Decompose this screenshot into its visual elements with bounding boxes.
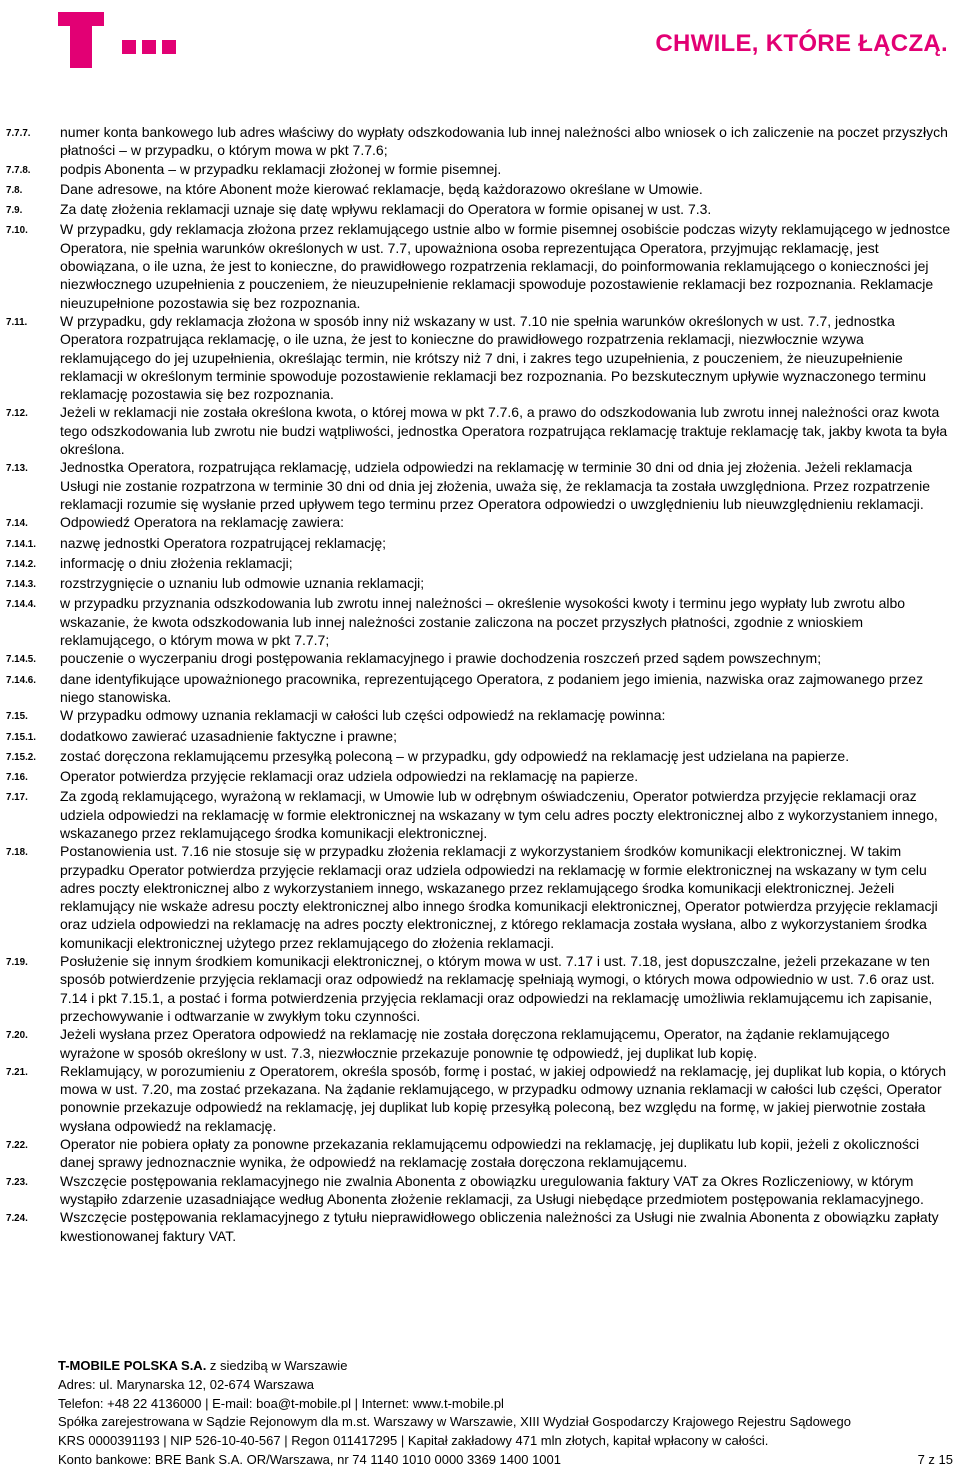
- clause-text: nazwę jednostki Operatora rozpatrującej reklamację;: [60, 534, 387, 551]
- clause-text: dane identyfikujące upoważnionego pracownika, reprezentującego Operatora, z podaniem jego imienia, nazwiska oraz zajmowanego przez niego stanowiska.: [60, 670, 924, 705]
- clause-text: dodatkowo zawierać uzasadnienie faktyczne i prawne;: [60, 727, 397, 744]
- clause-number: 7.19.: [6, 957, 28, 969]
- footer-registry: Spółka zarejestrowana w Sądzie Rejonowym dla m.st. Warszawy w Warszawie, XIII Wydział Gospodarczy Krajowego Rejestru Sądowego: [58, 1414, 851, 1430]
- clause-number: 7.18.: [6, 847, 28, 859]
- clause-item: [6, 534, 954, 554]
- footer-company-line: [58, 1357, 953, 1376]
- clause-number: 7.22.: [6, 1140, 28, 1152]
- clause-text: Jeżeli wysłana przez Operatora odpowiedź na reklamację nie została doręczona reklamującemu, Operator, na żądanie reklamującego wyrażone w sposób określony w ust. 7.3, niezwłocznie przekazuje ponownie tę odpowiedź, jej duplikat lub kopię.: [60, 1026, 890, 1061]
- clause-text: Posłużenie się innym środkiem komunikacji elektronicznej, o którym mowa w ust. 7.17 i ust. 7.18, jest dopuszczalne, jeżeli przekazane w ten sposób potwierdzenie przyjęcia reklamacji oraz odpowiedź na reklamację spełniają wymogi, o których mowa odpowiednio w ust. 7.6 oraz ust. 7.14 i pkt 7.15.1, a postać i forma potwierdzenia przyjęcia reklamacji oraz odpowiedzi na reklamację umożliwia reklamującemu ich zapisanie, przechowywanie i odtwarzanie w zwykłym toku czynności.: [60, 953, 935, 1024]
- clause-number: 7.15.1.: [6, 731, 36, 743]
- clause-number: 7.7.7.: [6, 128, 31, 139]
- clause-text: W przypadku, gdy reklamacja złożona w sposób inny niż wskazany w ust. 7.10 nie spełnia warunków określonych w ust. 7.7, jednostka Operatora rozpatrująca reklamację, o ile uzna, że jest to konieczne do prawidłowego rozpatrzenia reklamacji, niezwłocznie wzywa reklamującego do jej uzupełnienia, określając termin, nie krótszy niż 7 dni, i zakres tego uzupełnienia, z pouczeniem, że nieuzupełnienie reklamacji w określonym terminie spowoduje pozostawienie reklamacji bez rozpoznania. Po bezskutecznym upływie wyznaczonego terminu reklamację pozostawia się bez rozpoznania.: [60, 312, 927, 403]
- clause-item: [6, 513, 954, 533]
- clause-item: [6, 1025, 954, 1062]
- clause-item: [6, 670, 954, 707]
- clause-item: [6, 952, 954, 1025]
- clause-text: numer konta bankowego lub adres właściwy do wypłaty odszkodowania lub innej należności albo wniosek o ich zaliczenie na poczet przyszłych płatności – w przypadku, o którym mowa w pkt 7.7.6;: [60, 124, 948, 159]
- clause-item: [6, 220, 954, 311]
- clause-number: 7.14.3.: [6, 579, 36, 591]
- clause-item: [6, 1172, 954, 1209]
- clause-text: Wszczęcie postępowania reklamacyjnego nie zwalnia Abonenta z obowiązku uregulowania faktury VAT za Okres Rozliczeniowy, w którym wystąpiło zdarzenie uzasadniające według Abonenta złożenie reklamacji, za Usługi niebędące przedmiotem postępowania reklamacyjnego.: [60, 1172, 924, 1207]
- clause-item: [6, 403, 954, 458]
- clause-number: 7.21.: [6, 1066, 28, 1078]
- clause-item: [6, 180, 954, 200]
- logo-square-1: [122, 40, 136, 54]
- clause-number: 7.15.: [6, 711, 28, 723]
- clause-item: [6, 787, 954, 842]
- footer-address: Adres: ul. Marynarska 12, 02-674 Warszawa: [58, 1376, 315, 1392]
- clause-number: 7.23.: [6, 1176, 28, 1188]
- logo-square-2: [142, 40, 156, 54]
- clause-number: 7.12.: [6, 408, 28, 420]
- clause-number: 7.15.2.: [6, 751, 36, 763]
- clause-item: [6, 649, 954, 669]
- clause-number: 7.17.: [6, 792, 28, 804]
- clause-text: Postanowienia ust. 7.16 nie stosuje się w przypadku złożenia reklamacji z wykorzystaniem środków komunikacji elektronicznej. W takim przypadku Operator potwierdza przyjęcie reklamacji oraz udziela odpowiedzi na reklamację w formie elektronicznej na wskazany w tym celu adres poczty elektronicznej albo z wykorzystaniem innego, wskazanego przez reklamującego środka komunikacji elektronicznej. Jeżeli reklamujący nie wskaże adresu poczty elektronicznej albo innego środka komunikacji elektronicznej, Operator potwierdza przyjęcie reklamacji oraz udziela odpowiedzi na reklamację na adres poczty elektronicznej, z którego reklamacja została wysłana, albo z wykorzystaniem środka komunikacji elektronicznej użytego przez reklamującego do złożenia reklamacji.: [60, 843, 938, 951]
- logo-square-3: [162, 40, 176, 54]
- t-mobile-logo: [58, 6, 188, 66]
- clause-text: Za zgodą reklamującego, wyrażoną w reklamacji, w Umowie lub w odrębnym oświadczeniu, Operator potwierdza przyjęcie reklamacji oraz udziela odpowiedzi na reklamację w formie elektronicznej na wskazany w tym celu adres poczty elektronicznej albo z wykorzystaniem innego, wskazanego przez reklamującego środka komunikacji elektronicznej.: [60, 788, 938, 841]
- clause-item: [6, 554, 954, 574]
- footer-bank-line: [58, 1451, 953, 1470]
- clause-text: w przypadku przyznania odszkodowania lub zwrotu innej należności – określenie wysokości kwoty i terminu jego wypłaty lub zwrotu albo wskazanie, że kwota odszkodowania lub innej należności zostanie zaliczona na poczet przyszłych płatności, zgodnie z wnioskiem reklamującego, o którym mowa w pkt 7.7.7;: [60, 595, 906, 649]
- company-seat: z siedzibą w Warszawie: [206, 1358, 348, 1373]
- clause-text: Jednostka Operatora, rozpatrująca reklamację, udziela odpowiedzi na reklamację w terminie 30 dni od dnia jej złożenia. Jeżeli reklamacja Usługi nie zostanie rozpatrzona w terminie 30 dni od dnia jej złożenia, uważa się, że reklamacja ta została uwzględniona. Przez rozpatrzenie reklamacji rozumie się wysłanie przed upływem tego terminu przez Operatora odpowiedzi o uwzględnieniu lub nieuwzględnieniu reklamacji.: [60, 459, 931, 512]
- clause-number: 7.24.: [6, 1213, 28, 1225]
- clause-number: 7.8.: [6, 184, 23, 196]
- clause-text: Reklamujący, w porozumieniu z Operatorem, określa sposób, formę i postać, w jakiej odpowiedź na reklamację, jej duplikat lub kopia, o których mowa w ust. 7.20, ma zostać przekazana. Na żądanie reklamującego, w przypadku odmowy uznania reklamacji w całości lub części, Operator ponownie przekazuje odpowiedź na reklamację, jej duplikat lub kopię przesyłką poleconą, bez względu na formę, w jakiej pierwotnie została wysłana odpowiedź na reklamację.: [60, 1062, 947, 1134]
- clause-text: rozstrzygnięcie o uznaniu lub odmowie uznania reklamacji;: [60, 575, 425, 592]
- clause-item: [6, 842, 954, 952]
- clause-text: Operator potwierdza przyjęcie reklamacji oraz udziela odpowiedzi na reklamację na papierze.: [60, 768, 639, 785]
- brand-slogan: CHWILE, KTÓRE ŁĄCZĄ.: [655, 30, 948, 57]
- clause-number: 7.14.1.: [6, 538, 36, 550]
- clause-text: W przypadku, gdy reklamacja złożona przez reklamującego ustnie albo w formie pisemnej osobiście podczas wizyty reklamującego w jednostce Operatora, nie spełnia warunków określonych w ust. 7.7, upoważniona osoba reprezentująca Operatora, przyjmując reklamację, jest obowiązana, o ile uzna, że jest to konieczne, do prawidłowego rozpatrzenia reklamacji, do poinformowania reklamującego o konieczności jej niezwłocznego uzupełnienia z pouczeniem, że nieuzupełnienie reklamacji spowoduje pozostawienie reklamacji bez rozpoznania. Reklamacje nieuzupełnione pozostawia się bez rozpoznania.: [60, 221, 951, 311]
- clause-number: 7.11.: [6, 316, 28, 328]
- clause-item: [6, 1135, 954, 1172]
- clause-item: [6, 160, 954, 180]
- clause-item: [6, 767, 954, 787]
- clause-text: Operator nie pobiera opłaty za ponowne przekazania reklamującemu odpowiedzi na reklamację, jej duplikatu lub kopii, jeżeli z okoliczności danej sprawy jednoznacznie wynika, że odpowiedź na reklamację została doręczona reklamującemu.: [60, 1136, 920, 1171]
- clause-number: 7.13.: [6, 463, 28, 475]
- page-number: 7 z 15: [917, 1451, 953, 1467]
- clause-item: [6, 574, 954, 594]
- clause-text: informację o dniu złożenia reklamacji;: [60, 554, 293, 571]
- clause-number: 7.20.: [6, 1030, 28, 1042]
- clause-number: 7.14.2.: [6, 558, 36, 570]
- clause-text: Za datę złożenia reklamacji uznaje się datę wpływu reklamacji do Operatora w formie opisanej w ust. 7.3.: [60, 201, 712, 218]
- clause-text: W przypadku odmowy uznania reklamacji w całości lub części odpowiedź na reklamację powinna:: [60, 707, 666, 724]
- clause-number: 7.10.: [6, 225, 28, 237]
- footer-contact: Telefon: +48 22 4136000 | E-mail: boa@t-mobile.pl | Internet: www.t-mobile.pl: [58, 1395, 504, 1411]
- clause-item: [6, 727, 954, 747]
- clause-item: [6, 1208, 954, 1245]
- clause-text: pouczenie o wyczerpaniu drogi postępowania reklamacyjnego i prawie dochodzenia roszczeń przed sądem powszechnym;: [60, 650, 822, 667]
- clause-number: 7.7.8.: [6, 164, 31, 176]
- document-body: [6, 123, 954, 1245]
- clause-number: 7.16.: [6, 772, 28, 784]
- footer-ids: KRS 0000391193 | NIP 526-10-40-567 | Regon 011417295 | Kapitał zakładowy 471 mln złotych, kapitał wpłacony w całości.: [58, 1433, 769, 1449]
- clause-text: zostać doręczona reklamującemu przesyłką poleconą – w przypadku, gdy odpowiedź na reklamację jest udzielana na papierze.: [60, 747, 850, 764]
- clause-number: 7.14.5.: [6, 654, 36, 666]
- clause-item: [6, 458, 954, 513]
- company-name: T-MOBILE POLSKA S.A.: [58, 1358, 207, 1373]
- clause-item: [6, 123, 954, 160]
- clause-item: [6, 1062, 954, 1135]
- page-header: [0, 0, 960, 90]
- clause-item: [6, 706, 954, 726]
- clause-item: [6, 200, 954, 220]
- clause-text: podpis Abonenta – w przypadku reklamacji złożonej w formie pisemnej.: [60, 160, 502, 177]
- footer-bank: Konto bankowe: BRE Bank S.A. OR/Warszawa, nr 74 1140 1010 0000 3369 1400 1001: [58, 1451, 561, 1467]
- clause-text: Odpowiedź Operatora na reklamację zawiera:: [60, 514, 345, 531]
- clause-text: Wszczęcie postępowania reklamacyjnego z tytułu nieprawidłowego obliczenia należności za Usługi nie zwalnia Abonenta z obowiązku zapłaty kwestionowanej faktury VAT.: [60, 1209, 939, 1244]
- clause-number: 7.9.: [6, 205, 23, 217]
- clause-item: [6, 312, 954, 403]
- clause-item: [6, 747, 954, 767]
- clause-number: 7.14.6.: [6, 674, 36, 686]
- clause-number: 7.14.4.: [6, 599, 36, 611]
- page-footer: [58, 1357, 953, 1470]
- clause-text: Jeżeli w reklamacji nie została określona kwota, o której mowa w pkt 7.7.6, a prawo do odszkodowania lub zwrotu innej należności oraz kwota tego odszkodowania lub zwrotu nie budzi wątpliwości, jednostka Operatora rozpatrująca reklamację traktuje reklamację tak, jakby kwota ta była określona.: [60, 404, 948, 458]
- clause-text: Dane adresowe, na które Abonent może kierować reklamacje, będą każdorazowo określane w Umowie.: [60, 180, 703, 197]
- clause-number: 7.14.: [6, 518, 28, 530]
- clause-item: [6, 594, 954, 649]
